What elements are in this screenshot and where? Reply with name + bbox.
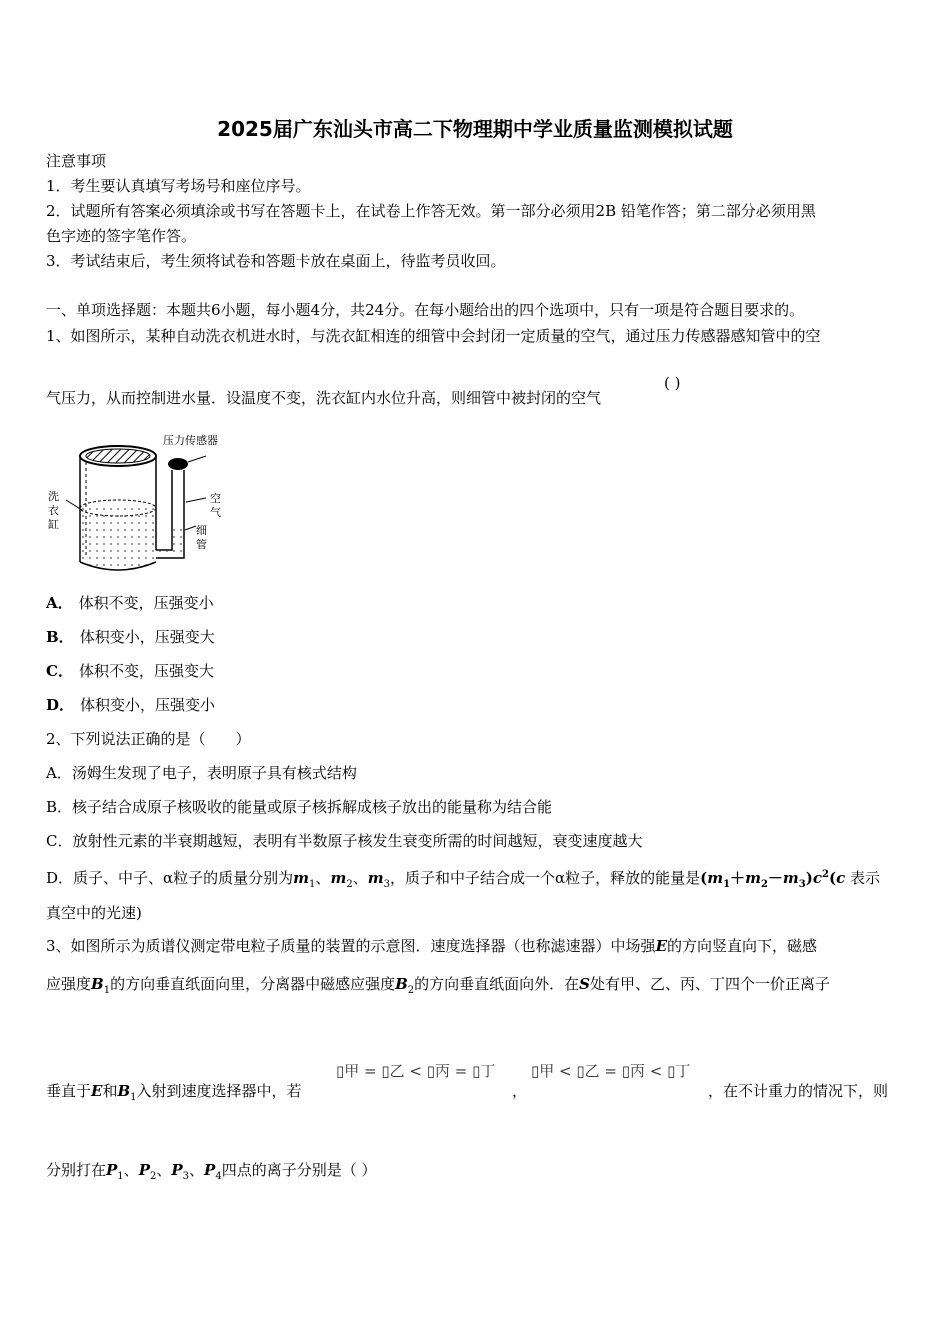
- q2-option-b: B．核子结合成原子核吸收的能量或原子核拆解成核子放出的能量称为结合能: [46, 798, 553, 816]
- notice-item-1: 1．考生要认真填写考场号和座位序号。: [46, 177, 311, 195]
- page-title: 2025届广东汕头市高二下物理期中学业质量监测模拟试题: [217, 117, 733, 141]
- section-heading: 一、单项选择题：本题共6小题，每小题4分，共24分。在每小题给出的四个选项中，只有一项是符合题目要求的。: [46, 301, 805, 319]
- q2-option-d-cont: 真空中的光速): [46, 904, 142, 922]
- q3-stem-line3-end: ，在不计重力的情况下，则: [708, 1082, 889, 1100]
- q1-option-d: D． 体积变小，压强变小: [46, 696, 216, 714]
- notice-item-3: 3．考试结束后，考生须将试卷和答题卡放在桌面上，待监考员收回。: [46, 252, 506, 270]
- q3-stem-line2: 应强度$B_1$的方向垂直纸面向里，分离器中磁感应强度$B_2$的方向垂直纸面向外．在S处有甲、乙、丙、丁四个一价正离子: [46, 975, 831, 996]
- q3-stem-line3: 垂直于E和$B_1$入射到速度选择器中，若: [46, 1082, 302, 1103]
- q3-formula-separator: ，: [512, 1082, 528, 1100]
- q1-stem-line2: 气压力，从而控制进水量．设温度不变，洗衣缸内水位升高，则细管中被封闭的空气: [46, 389, 602, 407]
- sensor-label: 压力传感器: [163, 434, 218, 447]
- notice-heading: 注意事项: [46, 152, 107, 170]
- air-label-1: 空: [210, 492, 221, 505]
- q1-stem-line1: 1、如图所示，某种自动洗衣机进水时，与洗衣缸相连的细管中会封闭一定质量的空气，通过压力传感器感知管中的空: [46, 327, 821, 345]
- tube-label-2: 管: [196, 538, 207, 551]
- tub-label-1: 洗: [48, 490, 59, 503]
- q2-stem: 2、下列说法正确的是（ ）: [46, 730, 251, 748]
- notice-item-2-cont: 色字迹的签字笔作答。: [46, 227, 197, 245]
- tub-label-2: 衣: [48, 504, 59, 517]
- air-label-2: 气: [210, 506, 221, 519]
- q1-option-b: B． 体积变小，压强变大: [46, 628, 215, 646]
- tube-label-1: 细: [196, 524, 207, 537]
- q3-stem-line1: 3、如图所示为质谱仪测定带电粒子质量的装置的示意图．速度选择器（也称滤速器）中场强E的方向竖直向下，磁感: [46, 937, 818, 955]
- q3-formula-mass: ▯甲 < ▯乙 = ▯丙 < ▯丁: [531, 1062, 691, 1080]
- q2-option-a: A．汤姆生发现了电子，表明原子具有核式结构: [46, 764, 357, 782]
- q3-stem-line4: 分别打在$P_1$、$P_2$、$P_3$、$P_4$四点的离子分别是（ ）: [46, 1161, 377, 1182]
- tub-label-3: 缸: [48, 518, 59, 531]
- q1-answer-paren: ( ): [664, 374, 681, 392]
- q2-option-c: C．放射性元素的半衰期越短，表明有半数原子核发生衰变所需的时间越短，衰变速度越大: [46, 832, 643, 850]
- washing-machine-diagram: [46, 430, 236, 580]
- q1-option-a: A． 体积不变，压强变小: [46, 594, 214, 612]
- q2-option-d: D．质子、中子、α粒子的质量分别为$m_1$、$m_2$、$m_3$，质子和中子结合成一个α粒子，释放的能量是$(m_1+m_2-m_3)c^2(c$ 表示: [46, 869, 881, 890]
- notice-item-2: 2．试题所有答案必须填涂或书写在答题卡上，在试卷上作答无效。第一部分必须用2B 铅笔作答；第二部分必须用黑: [46, 202, 816, 220]
- washing-machine-figure: [46, 430, 236, 580]
- q1-option-c: C． 体积不变，压强变大: [46, 662, 214, 680]
- q3-formula-velocity: ▯甲 = ▯乙 < ▯丙 = ▯丁: [336, 1062, 496, 1080]
